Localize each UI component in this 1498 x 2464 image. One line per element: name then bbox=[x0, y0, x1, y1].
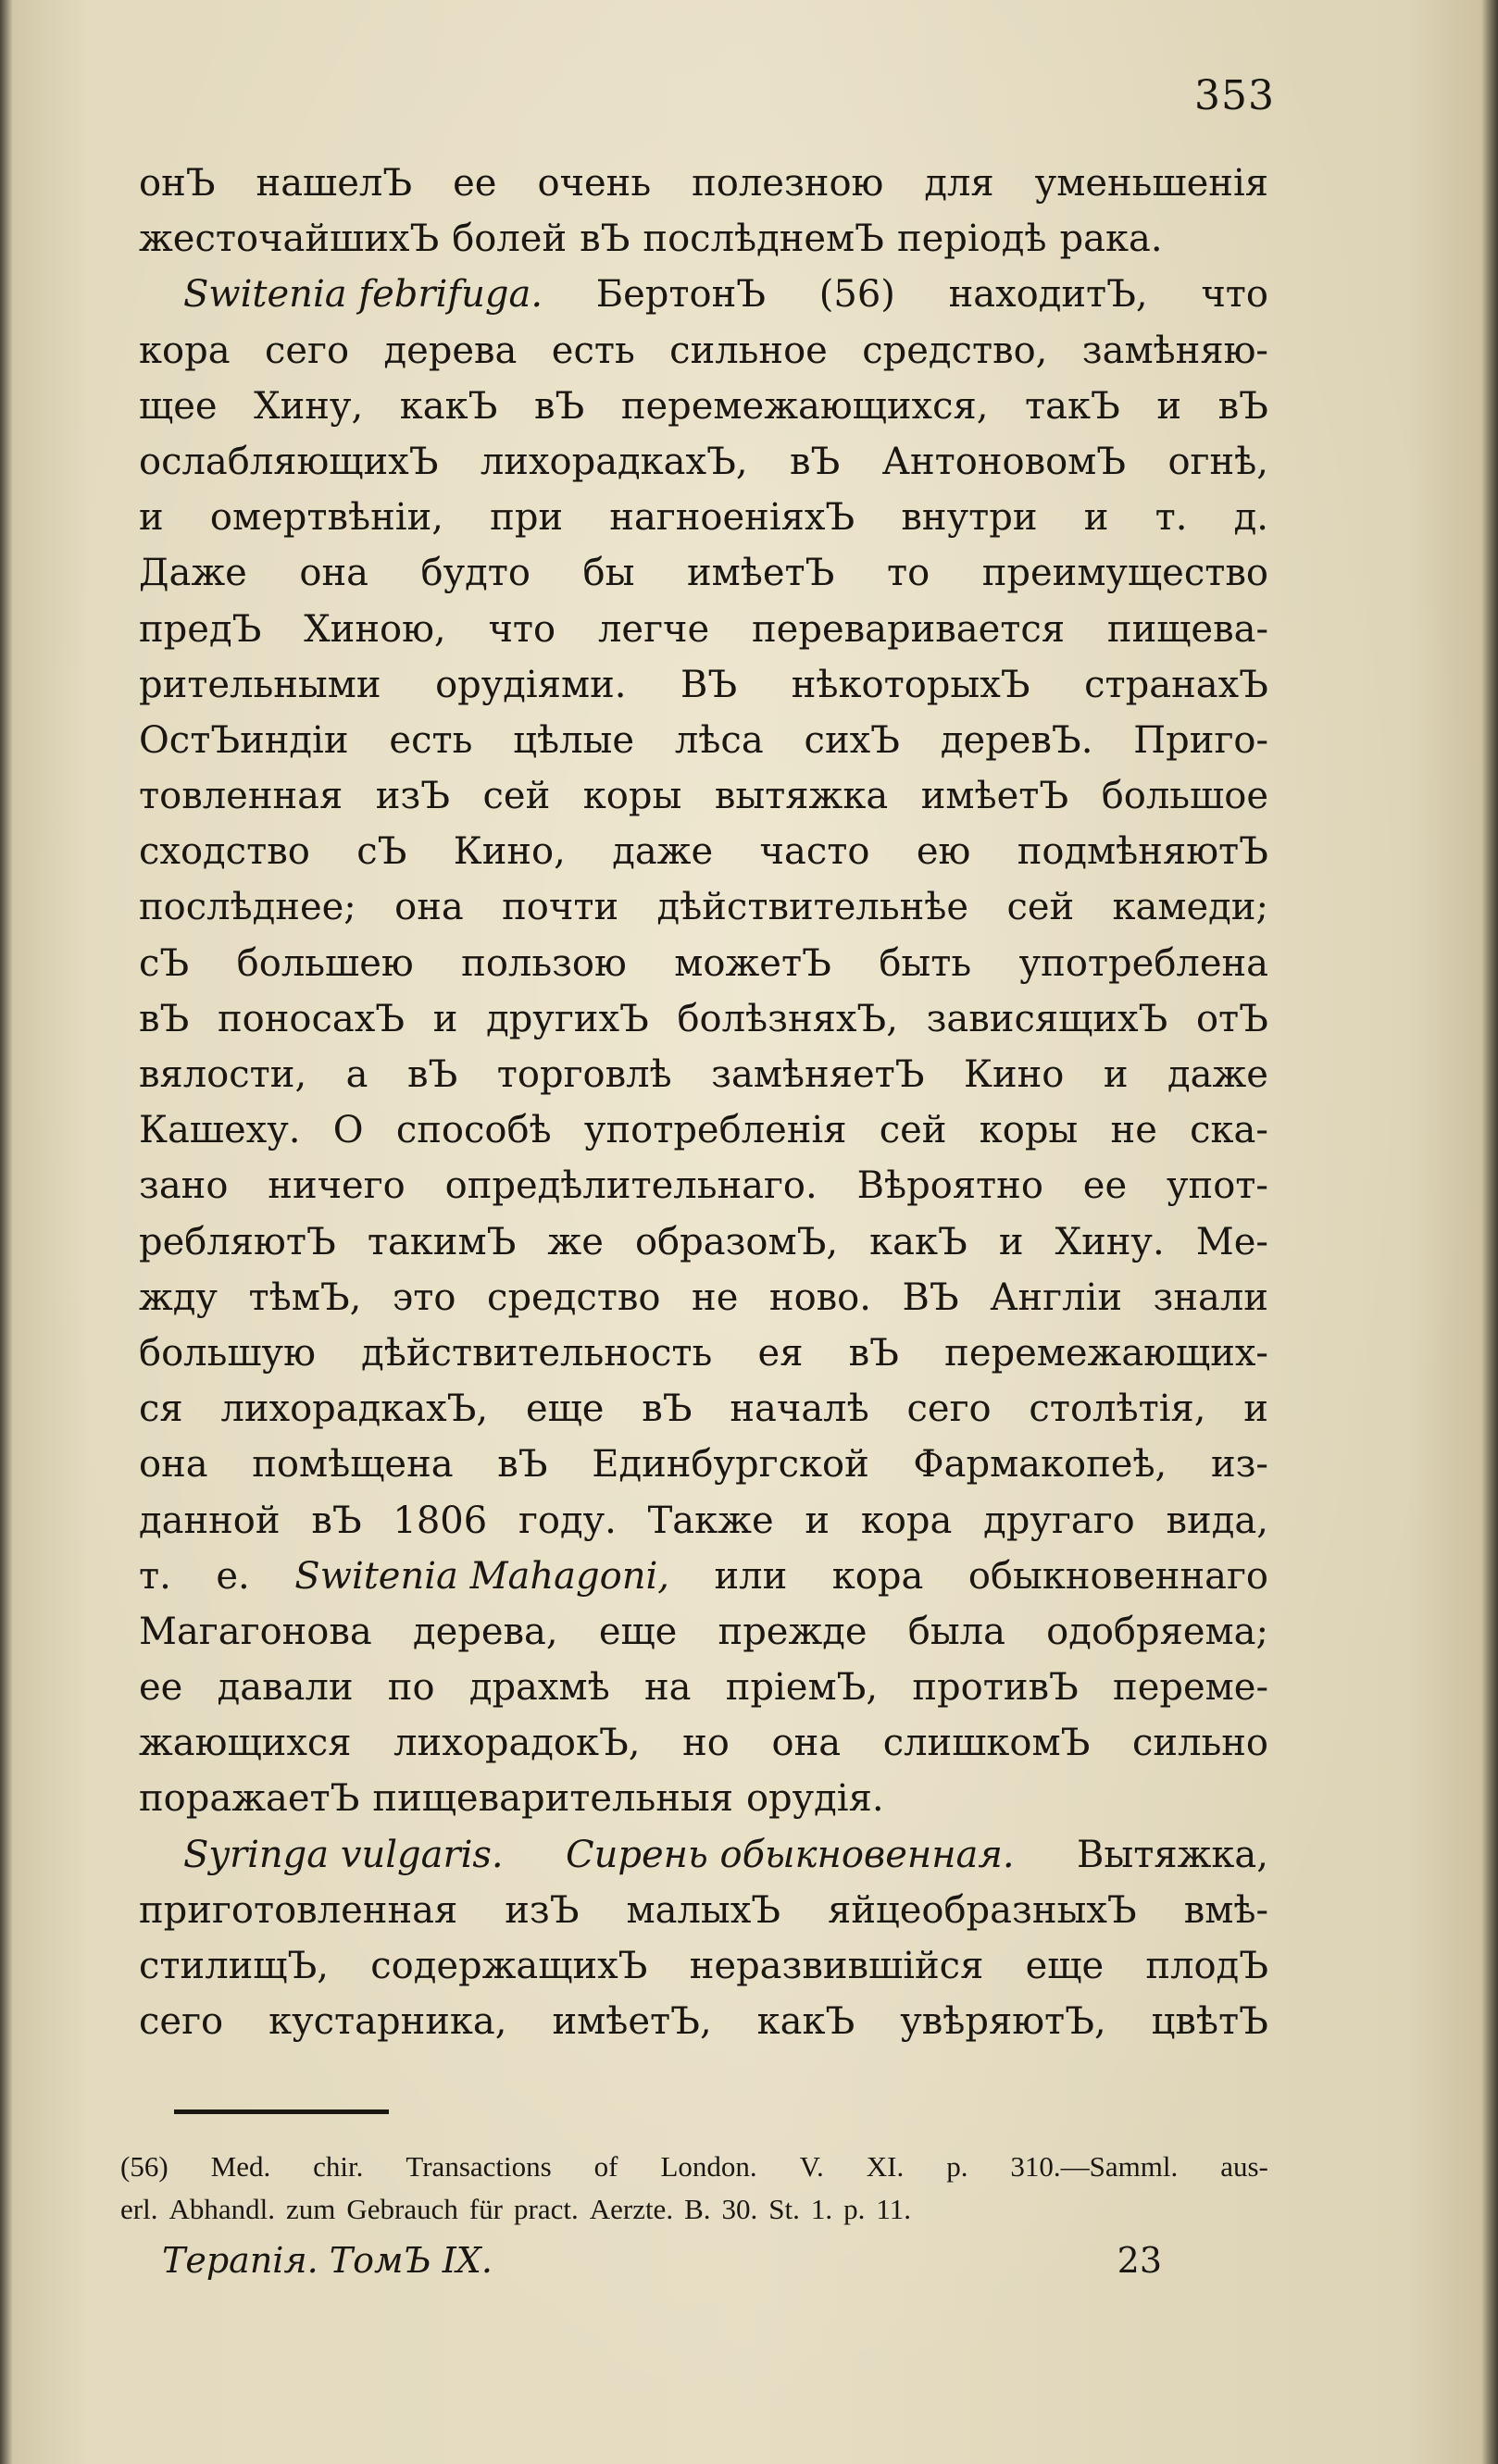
word: сей bbox=[879, 1109, 947, 1152]
word: т. bbox=[139, 1554, 171, 1598]
text-line bbox=[139, 879, 1268, 935]
word: Кино, bbox=[453, 830, 566, 874]
word: Также bbox=[647, 1499, 774, 1542]
signature-mark: Терапія. ТомЪ IX. bbox=[162, 2240, 493, 2281]
word: употреблена bbox=[1018, 941, 1268, 985]
word: изЪ bbox=[505, 1888, 580, 1932]
word: была bbox=[907, 1610, 1005, 1653]
footnote-word: pract. bbox=[514, 2193, 579, 2225]
word: обыкновеннаго bbox=[967, 1554, 1268, 1598]
word: тѣмЪ, bbox=[248, 1276, 362, 1319]
word: есть bbox=[389, 718, 473, 762]
word: переваривается bbox=[752, 607, 1066, 651]
word: почти bbox=[502, 886, 619, 929]
footnote-line bbox=[120, 2146, 1268, 2188]
word: орудіями. bbox=[435, 663, 627, 706]
word: вЪ bbox=[311, 1499, 362, 1542]
word: Фармакопеѣ, bbox=[913, 1443, 1167, 1487]
word: омертвѣніи, bbox=[209, 496, 443, 540]
text-line bbox=[139, 936, 1268, 991]
text-line bbox=[139, 1604, 1268, 1660]
word: сего bbox=[906, 1388, 992, 1431]
word: вЪ bbox=[139, 997, 190, 1040]
word: подмѣняютЪ bbox=[1017, 830, 1268, 874]
word: перемежающихся, bbox=[620, 384, 989, 428]
word: лихорадкахЪ, bbox=[480, 440, 748, 483]
word: ВЪ bbox=[680, 663, 738, 706]
footnote-word: chir. bbox=[313, 2150, 364, 2183]
text-line bbox=[139, 1214, 1268, 1270]
word: полезною bbox=[692, 162, 884, 205]
word: и bbox=[1083, 496, 1109, 540]
word: сЪ bbox=[139, 941, 190, 985]
text-line bbox=[139, 1883, 1268, 1938]
word: нагноеніяхЪ bbox=[609, 496, 855, 540]
word: О bbox=[332, 1109, 364, 1152]
word: е. bbox=[216, 1554, 250, 1598]
word: ее bbox=[453, 162, 497, 205]
word: пользою bbox=[461, 941, 627, 985]
word: вЪ bbox=[848, 1331, 899, 1375]
word: такимЪ bbox=[367, 1220, 517, 1263]
word: даже bbox=[1167, 1053, 1268, 1096]
footnote-word: aus- bbox=[1220, 2150, 1268, 2183]
word: ребляютЪ bbox=[139, 1220, 336, 1263]
word: давали bbox=[217, 1666, 354, 1710]
word: ска- bbox=[1190, 1109, 1268, 1152]
footnote-word: erl. bbox=[120, 2193, 158, 2225]
footnote-word: p. bbox=[946, 2150, 968, 2183]
word: нашелЪ bbox=[256, 162, 413, 205]
word: ВЪ bbox=[902, 1276, 959, 1319]
word: знали bbox=[1153, 1276, 1268, 1319]
footnote-word: 310.—Samml. bbox=[1010, 2150, 1179, 2183]
footnote-word: London. bbox=[660, 2150, 757, 2183]
text-line bbox=[139, 1715, 1268, 1771]
footnote-word: Abhandl. bbox=[169, 2193, 275, 2225]
word: употребленія bbox=[583, 1109, 847, 1152]
word: сего bbox=[139, 2000, 224, 2044]
word: вЪ bbox=[497, 1443, 548, 1487]
text-line bbox=[139, 1437, 1268, 1492]
word: драхмѣ bbox=[468, 1666, 610, 1710]
text-line bbox=[139, 713, 1268, 768]
word: что bbox=[488, 607, 556, 651]
text-line bbox=[139, 1771, 1268, 1826]
text-line bbox=[139, 824, 1268, 879]
word: еще bbox=[598, 1610, 678, 1653]
word: и bbox=[1156, 384, 1182, 428]
word: то bbox=[886, 552, 930, 595]
word: и bbox=[805, 1499, 830, 1542]
word: періодѣ bbox=[896, 218, 1047, 261]
word: изЪ bbox=[375, 775, 450, 818]
word: вЪ bbox=[406, 1053, 458, 1096]
word: Кашеху. bbox=[139, 1109, 301, 1152]
word: (56) bbox=[818, 273, 895, 317]
word: кустарника, bbox=[268, 2000, 507, 2044]
word: столѣтія, bbox=[1029, 1388, 1206, 1431]
word: д. bbox=[1233, 496, 1268, 540]
word: вытяжка bbox=[714, 775, 889, 818]
word: Единбургской bbox=[592, 1443, 869, 1487]
signature-number: 23 bbox=[1117, 2240, 1162, 2281]
word: а bbox=[345, 1053, 368, 1096]
word: дерева, bbox=[412, 1610, 558, 1653]
word: пищева- bbox=[1106, 607, 1268, 651]
signature-line bbox=[162, 2240, 1162, 2281]
word: лѣса bbox=[674, 718, 764, 762]
text-line bbox=[139, 1158, 1268, 1213]
text-line bbox=[139, 267, 1268, 322]
word: предЪ bbox=[139, 607, 262, 651]
word: вЪ bbox=[789, 440, 841, 483]
footnote-word: Gebrauch bbox=[346, 2193, 458, 2225]
footnote-word: (56) bbox=[120, 2150, 169, 2183]
word: жающихся bbox=[139, 1722, 352, 1765]
word: зано bbox=[139, 1164, 229, 1208]
word: сильно bbox=[1132, 1722, 1268, 1765]
word: слишкомЪ bbox=[882, 1722, 1091, 1765]
word: коры bbox=[979, 1109, 1079, 1152]
word: дерева bbox=[383, 329, 518, 372]
text-line bbox=[139, 1381, 1268, 1437]
footnote-rule bbox=[174, 2109, 389, 2114]
word: Switenia febrifuga. bbox=[183, 273, 543, 317]
word: образомЪ, bbox=[634, 1220, 839, 1263]
word: она bbox=[139, 1443, 208, 1487]
word: еще bbox=[1025, 1945, 1105, 1987]
footnote-word: Aerzte. bbox=[589, 2193, 674, 2225]
text-line bbox=[139, 156, 1268, 211]
footnotes bbox=[120, 2146, 1268, 2231]
footnote-word: of bbox=[593, 2150, 618, 2183]
word: вялости, bbox=[139, 1053, 307, 1096]
word: жду bbox=[139, 1276, 218, 1319]
word: большое bbox=[1101, 775, 1268, 818]
word: имѣетЪ bbox=[686, 552, 835, 595]
word: вЪ bbox=[642, 1388, 693, 1431]
word: или bbox=[714, 1554, 788, 1598]
text-line bbox=[139, 1325, 1268, 1381]
word: ОстЪиндіи bbox=[139, 718, 349, 762]
text-line bbox=[139, 545, 1268, 601]
word: имѣетЪ bbox=[920, 775, 1069, 818]
word: жесточайшихЪ bbox=[139, 218, 440, 261]
word: другихЪ bbox=[486, 997, 649, 1040]
word: кора bbox=[860, 1499, 953, 1542]
word: Вытяжка, bbox=[1077, 1833, 1268, 1876]
word: БертонЪ bbox=[595, 273, 767, 317]
text-line bbox=[139, 1047, 1268, 1102]
word: средство, bbox=[862, 329, 1048, 372]
word: такЪ bbox=[1025, 384, 1120, 428]
word: Магагонова bbox=[139, 1610, 372, 1653]
word: какЪ bbox=[399, 384, 498, 428]
word: кора bbox=[139, 329, 231, 372]
word: дѣйствительнѣе bbox=[656, 886, 969, 929]
word: вЪ bbox=[580, 218, 630, 261]
word: находитЪ, bbox=[948, 273, 1148, 317]
text-line bbox=[139, 768, 1268, 824]
word: Switenia Mahagoni, bbox=[294, 1554, 669, 1598]
footnote-word: 30. bbox=[721, 2193, 758, 2225]
word: одобряема; bbox=[1046, 1610, 1268, 1653]
word: Англіи bbox=[990, 1276, 1122, 1319]
word: сихЪ bbox=[804, 718, 900, 762]
word: приготовленная bbox=[139, 1888, 458, 1932]
text-line bbox=[139, 379, 1268, 434]
word: содержащихЪ bbox=[370, 1945, 648, 1987]
word: прежде bbox=[718, 1610, 868, 1653]
word: Хину. bbox=[1055, 1220, 1165, 1263]
page-right-edge-shadow bbox=[1481, 0, 1498, 2464]
word: дѣйствительность bbox=[361, 1331, 713, 1375]
word: она bbox=[299, 552, 368, 595]
footnote-word: p. bbox=[843, 2193, 866, 2225]
word: данной bbox=[139, 1499, 281, 1542]
page-left-edge-shadow bbox=[0, 0, 13, 2464]
word: году. bbox=[518, 1499, 617, 1542]
text-line bbox=[139, 490, 1268, 545]
word: это bbox=[392, 1276, 456, 1319]
word: Приго- bbox=[1133, 718, 1268, 762]
word: еще bbox=[525, 1388, 605, 1431]
word: послѣднемЪ bbox=[643, 218, 884, 261]
word: большую bbox=[139, 1331, 316, 1375]
word: ея bbox=[757, 1331, 804, 1375]
word: торговлѣ bbox=[496, 1053, 672, 1096]
text-line bbox=[139, 657, 1268, 713]
word: плодЪ bbox=[1145, 1945, 1268, 1987]
word: кора bbox=[831, 1554, 924, 1598]
word: болѣзняхЪ, bbox=[677, 997, 898, 1040]
word: рительными bbox=[139, 663, 381, 706]
word: замѣняю- bbox=[1081, 329, 1268, 372]
word: что bbox=[1201, 273, 1268, 317]
word: поносахЪ bbox=[217, 997, 406, 1040]
word: АнтоновомЪ bbox=[881, 440, 1127, 483]
word: уменьшенія bbox=[1034, 162, 1268, 205]
word: будто bbox=[420, 552, 531, 595]
word: она bbox=[771, 1722, 842, 1765]
word: лихорадокЪ, bbox=[393, 1722, 641, 1765]
word: огнѣ, bbox=[1167, 440, 1268, 483]
text-line bbox=[139, 1270, 1268, 1325]
word: опредѣлительнаго. bbox=[444, 1164, 818, 1208]
word: часто bbox=[759, 830, 870, 874]
word: ново. bbox=[768, 1276, 871, 1319]
word: сЪ bbox=[356, 830, 407, 874]
word: бы bbox=[582, 552, 635, 595]
text-line bbox=[139, 1549, 1268, 1604]
word: Вѣроятно bbox=[856, 1164, 1043, 1208]
word: при bbox=[490, 496, 564, 540]
word: перемежающих- bbox=[944, 1331, 1268, 1375]
word: вЪ bbox=[1217, 384, 1268, 428]
footnote-word: zum bbox=[285, 2193, 336, 2225]
word: отЪ bbox=[1195, 997, 1268, 1040]
word: помѣщена bbox=[252, 1443, 454, 1487]
text-line bbox=[139, 991, 1268, 1047]
word: зависящихЪ bbox=[926, 997, 1168, 1040]
body-text bbox=[139, 156, 1268, 2049]
text-line bbox=[139, 1493, 1268, 1549]
word: т. bbox=[1155, 496, 1188, 540]
word: внутри bbox=[901, 496, 1038, 540]
word: и bbox=[139, 496, 164, 540]
word: сей bbox=[1006, 886, 1075, 929]
word: сильное bbox=[669, 329, 828, 372]
word: пищеварительныя bbox=[372, 1777, 733, 1821]
word: ее bbox=[1082, 1164, 1128, 1208]
word: сходство bbox=[139, 830, 310, 874]
word: какЪ bbox=[869, 1220, 967, 1263]
word: преимущество bbox=[981, 552, 1268, 595]
word: ничего bbox=[268, 1164, 406, 1208]
word: для bbox=[924, 162, 994, 205]
word: и bbox=[432, 997, 458, 1040]
word: поражаетЪ bbox=[139, 1777, 360, 1821]
word: цѣлые bbox=[513, 718, 635, 762]
word: из- bbox=[1210, 1443, 1268, 1487]
word: Syringa vulgaris. bbox=[183, 1833, 504, 1876]
word: есть bbox=[551, 329, 635, 372]
word: имѣетЪ, bbox=[552, 2000, 712, 2044]
word: сей bbox=[482, 775, 551, 818]
word: странахЪ bbox=[1084, 663, 1268, 706]
word: ослабляющихЪ bbox=[139, 440, 439, 483]
text-line bbox=[139, 323, 1268, 379]
word: стилищЪ, bbox=[139, 1945, 329, 1987]
text-line bbox=[139, 1102, 1268, 1158]
word: Даже bbox=[139, 552, 247, 595]
word: она bbox=[394, 886, 464, 929]
word: сего bbox=[264, 329, 350, 372]
word: Кино bbox=[964, 1053, 1065, 1096]
word: замѣняетЪ bbox=[711, 1053, 925, 1096]
word: вЪ bbox=[533, 384, 585, 428]
word: можетЪ bbox=[674, 941, 831, 985]
word: не bbox=[1110, 1109, 1157, 1152]
word: деревЪ. bbox=[940, 718, 1093, 762]
word: противЪ bbox=[912, 1666, 1079, 1710]
word: щее bbox=[139, 384, 218, 428]
word: очень bbox=[537, 162, 652, 205]
word: Хину, bbox=[254, 384, 364, 428]
word: товленная bbox=[139, 775, 343, 818]
word: способѣ bbox=[395, 1109, 552, 1152]
word: по bbox=[387, 1666, 435, 1710]
word: 1806 bbox=[393, 1499, 488, 1542]
word: ся bbox=[139, 1388, 183, 1431]
word: упот- bbox=[1167, 1164, 1268, 1208]
word: легче bbox=[598, 607, 710, 651]
footnote-word: Transactions bbox=[406, 2150, 552, 2183]
word: яйцеобразныхЪ bbox=[828, 1888, 1137, 1932]
text-line bbox=[139, 1994, 1268, 2049]
word: лихорадкахЪ, bbox=[220, 1388, 489, 1431]
text-line bbox=[139, 1660, 1268, 1715]
page-number: 353 bbox=[1194, 72, 1275, 119]
word: и bbox=[1243, 1388, 1268, 1431]
word: увѣряютЪ, bbox=[900, 2000, 1106, 2044]
word: камеди; bbox=[1112, 886, 1268, 929]
word: не bbox=[692, 1276, 739, 1319]
word: малыхЪ bbox=[626, 1888, 781, 1932]
word: коры bbox=[582, 775, 682, 818]
word: неразвившійся bbox=[689, 1945, 984, 1987]
word: цвѣтЪ bbox=[1151, 2000, 1268, 2044]
word: но bbox=[682, 1722, 730, 1765]
word: же bbox=[547, 1220, 604, 1263]
footnote-word: XI. bbox=[866, 2150, 905, 2183]
text-line bbox=[139, 211, 1268, 267]
word: вида, bbox=[1166, 1499, 1268, 1542]
word: болей bbox=[452, 218, 568, 261]
footnote-word: V. bbox=[799, 2150, 824, 2183]
word: Сирень обыкновенная. bbox=[566, 1833, 1015, 1876]
word: нѣкоторыхЪ bbox=[791, 663, 1030, 706]
text-line bbox=[139, 602, 1268, 657]
word: началѣ bbox=[730, 1388, 869, 1431]
word: другаго bbox=[983, 1499, 1135, 1542]
text-line bbox=[139, 1827, 1268, 1883]
word: и bbox=[1103, 1053, 1129, 1096]
footnote-word: St. bbox=[768, 2193, 800, 2225]
footnote-line bbox=[120, 2188, 1268, 2231]
word: орудія. bbox=[745, 1777, 884, 1821]
footnote-word: für bbox=[468, 2193, 503, 2225]
footnote-word: Med. bbox=[210, 2150, 271, 2183]
word: Ме- bbox=[1195, 1220, 1268, 1263]
word: и bbox=[998, 1220, 1024, 1263]
word: пріемЪ, bbox=[725, 1666, 879, 1710]
word: вмѣ- bbox=[1183, 1888, 1268, 1932]
word: ею bbox=[916, 830, 971, 874]
word: рака. bbox=[1059, 218, 1163, 261]
word: даже bbox=[612, 830, 714, 874]
word: послѣднее; bbox=[139, 886, 356, 929]
footnote-word: B. bbox=[684, 2193, 711, 2225]
word: переме- bbox=[1113, 1666, 1268, 1710]
word: ее bbox=[139, 1666, 183, 1710]
word: средство bbox=[487, 1276, 661, 1319]
footnote-word: 11. bbox=[876, 2193, 911, 2225]
word: на bbox=[643, 1666, 692, 1710]
word: большею bbox=[236, 941, 414, 985]
word: какЪ bbox=[756, 2000, 855, 2044]
word: быть bbox=[879, 941, 972, 985]
text-line bbox=[139, 434, 1268, 490]
word: Хиною, bbox=[304, 607, 446, 651]
text-line bbox=[139, 1938, 1268, 1994]
word: онЪ bbox=[139, 162, 216, 205]
footnote-word: 1. bbox=[810, 2193, 833, 2225]
